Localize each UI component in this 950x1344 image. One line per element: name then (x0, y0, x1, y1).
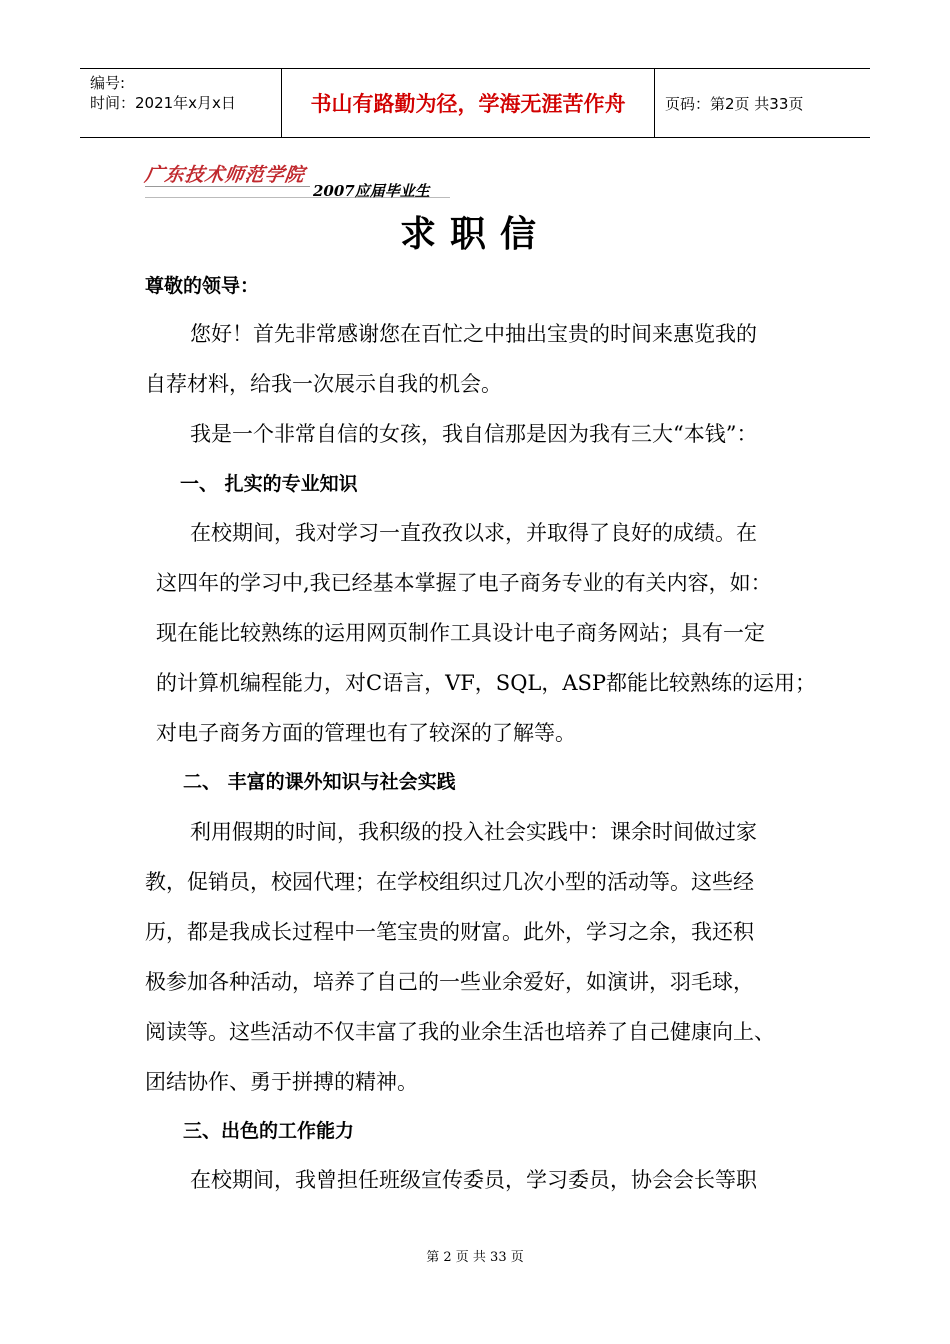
body-line: 对电子商务方面的管理也有了较深的了解等。 (156, 721, 576, 745)
doc-time-label: 时间：2021年x月x日 (90, 94, 236, 112)
header-meta-cell (80, 69, 282, 137)
body-line: 在校期间，我对学习一直孜孜以求，并取得了良好的成绩。在 (190, 521, 757, 545)
body-line: 的计算机编程能力，对C语言，VF，SQL，ASP都能比较熟练的运用； (156, 671, 817, 695)
section-heading-1: 一、 扎实的专业知识 (180, 473, 358, 495)
body-line: 团结协作、勇于拼搏的精神。 (145, 1070, 418, 1094)
body-line: 历，都是我成长过程中一笔宝贵的财富。此外，学习之余，我还积 (145, 920, 754, 944)
header-page-info: 页码：第2页 共33页 (665, 94, 804, 113)
salutation: 尊敬的领导： (145, 275, 260, 297)
header-table (80, 68, 870, 138)
section-heading-2: 二、 丰富的课外知识与社会实践 (183, 771, 456, 793)
logo-underline (145, 186, 310, 187)
section-heading-3: 三、出色的工作能力 (183, 1120, 355, 1142)
doc-number-label: 编号: (90, 74, 126, 92)
school-name-calligraphy: 广东技术师范学院 (143, 164, 307, 186)
body-line: 这四年的学习中,我已经基本掌握了电子商务专业的有关内容，如： (156, 571, 772, 595)
body-line: 极参加各种活动，培养了自己的一些业余爱好，如演讲，羽毛球， (145, 970, 754, 994)
body-line: 教，促销员，校园代理；在学校组织过几次小型的活动等。这些经 (145, 870, 754, 894)
body-line: 利用假期的时间，我积级的投入社会实践中：课余时间做过家 (190, 820, 757, 844)
page-footer: 第 2 页 共 33 页 (426, 1250, 524, 1265)
logo-subtitle: 2007应届毕业生 (313, 182, 430, 200)
body-line: 在校期间，我曾担任班级宣传委员，学习委员，协会会长等职 (190, 1168, 757, 1192)
body-line: 自荐材料，给我一次展示自我的机会。 (145, 372, 502, 396)
body-line: 现在能比较熟练的运用网页制作工具设计电子商务网站；具有一定 (156, 621, 765, 645)
school-logo (145, 160, 455, 200)
page-title: 求职信 (399, 214, 550, 255)
header-motto: 书山有路勤为径，学海无涯苦作舟 (282, 69, 655, 137)
body-line: 我是一个非常自信的女孩，我自信那是因为我有三大“本钱”： (190, 422, 758, 446)
body-line: 阅读等。这些活动不仅丰富了我的业余生活也培养了自己健康向上、 (145, 1020, 775, 1044)
body-line: 您好！首先非常感谢您在百忙之中抽出宝贵的时间来惠览我的 (190, 322, 757, 346)
